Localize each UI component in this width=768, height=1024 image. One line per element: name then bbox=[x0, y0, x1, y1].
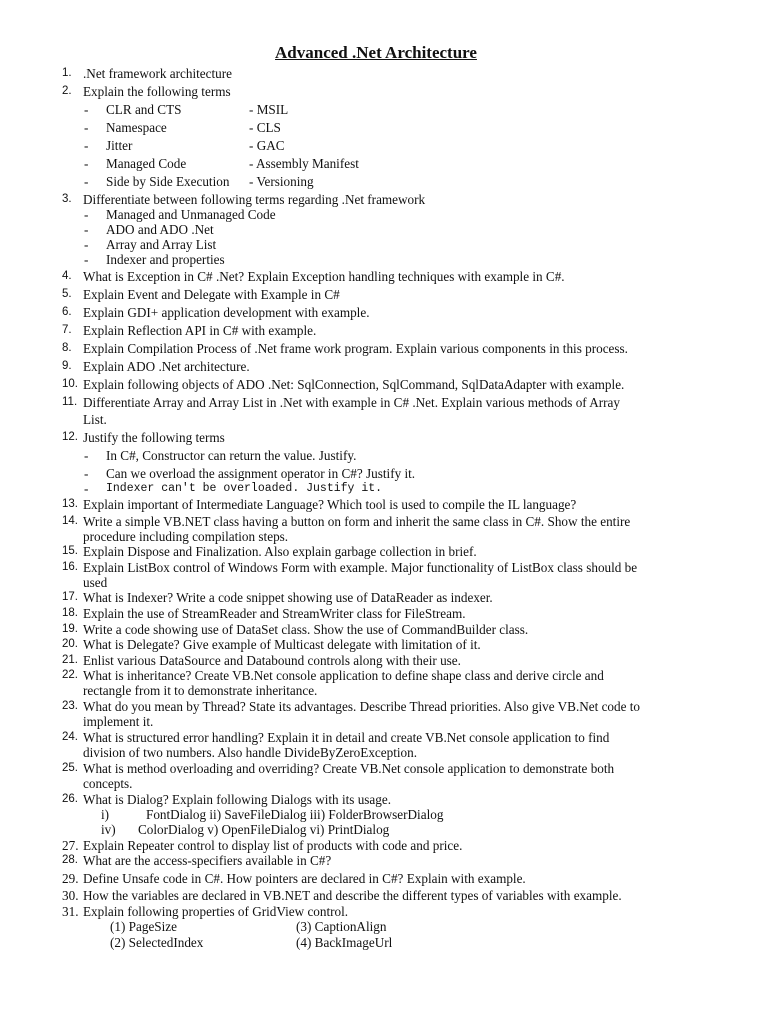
question-number: 1. bbox=[62, 67, 72, 79]
document-page: Advanced .Net Architecture 1. .Net framework architecture 2. Explain the following terms - CLR and CTS - MSIL - Namespace - CLS - Jitter - GAC - Managed Code - Assembly Manifest - Side by Side Execution - Versioning 3. Differentiate between following terms regarding .Net framework - Managed and Unmanaged Code - ADO and ADO .Net - Array and Array List - Indexer and properties 4. What is Exception in C# .Net? Explain Exception handling techniques with example in C#. 5. Explain Event and Delegate with Example in C# 6. Explain GDI+ application development with example. 7. Explain Reflection API in C# with example. 8. Explain Compilation Process of .Net frame work program. Explain various components in this process. 9. Explain ADO .Net architecture. 10. Explain following objects of ADO .Net: SqlConnection, SqlCommand, SqlDataAdapter with example. 11. Differentiate Array and Array List in .Net with example in C# .Net. Explain various methods of Array List. 12. Justify the following terms - In C#, Constructor can return the value. Justify. - Can we overload the assignment operator in C#? Justify it. - Indexer can't be overloaded. Justify it. 13. Explain important of Intermediate Language? Which tool is used to compile the IL language? 14. Write a simple VB.NET class having a button on form and inherit the same class in C#. Show the entire procedure including compilation steps. 15. Explain Dispose and Finalization. Also explain garbage collection in brief. 16. Explain ListBox control of Windows Form with example. Major functionality of ListBox class should be used 17. What is Indexer? Write a code snippet showing use of DataReader as indexer. 18. Explain the use of StreamReader and StreamWriter class for FileStream. 19. Write a code showing use of DataSet class. Show the use of CommandBuilder class. 20. What is Delegate? Give example of Multicast delegate with limitation of it. 21. Enlist various DataSource and Databound controls along with their use. 22. What is inheritance? Create VB.Net console application to define shape class and derive circle and rectangle from it to demonstrate inheritance. 23. What do you mean by Thread? State its advantages. Describe Thread priorities. Also give VB.Net code to implement it. 24. What is structured error handling? Explain it in detail and create VB.Net console application to find division of two numbers. Also handle DivideByZeroException. 25. What is method overloading and overriding? Create VB.Net console application to demonstrate both concepts. 26. What is Dialog? Explain following Dialogs with its usage. i) FontDialog ii) SaveFileDialog iii) FolderBrowserDialog iv) ColorDialog v) OpenFileDialog vi) PrintDialog 27. Explain Repeater control to display list of products with code and price. 28. What are the access-specifiers available in C#? 29. Define Unsafe code in C#. How pointers are declared in C#? Explain with example. 30. How the variables are declared in VB.NET and describe the different types of variables with example. 31. Explain following properties of GridView control. (1) PageSize (3) CaptionAlign (2) SelectedIndex (4) BackImageUrl bbox=[0, 0, 768, 1024]
question-text: Explain the following terms bbox=[83, 84, 231, 99]
question-number: 2. bbox=[62, 85, 72, 97]
question-text: Differentiate between following terms regarding .Net framework bbox=[83, 192, 426, 207]
page-title: Advanced .Net Architecture bbox=[275, 43, 477, 62]
question-number: 3. bbox=[62, 193, 72, 205]
question-text: .Net framework architecture bbox=[83, 66, 233, 81]
